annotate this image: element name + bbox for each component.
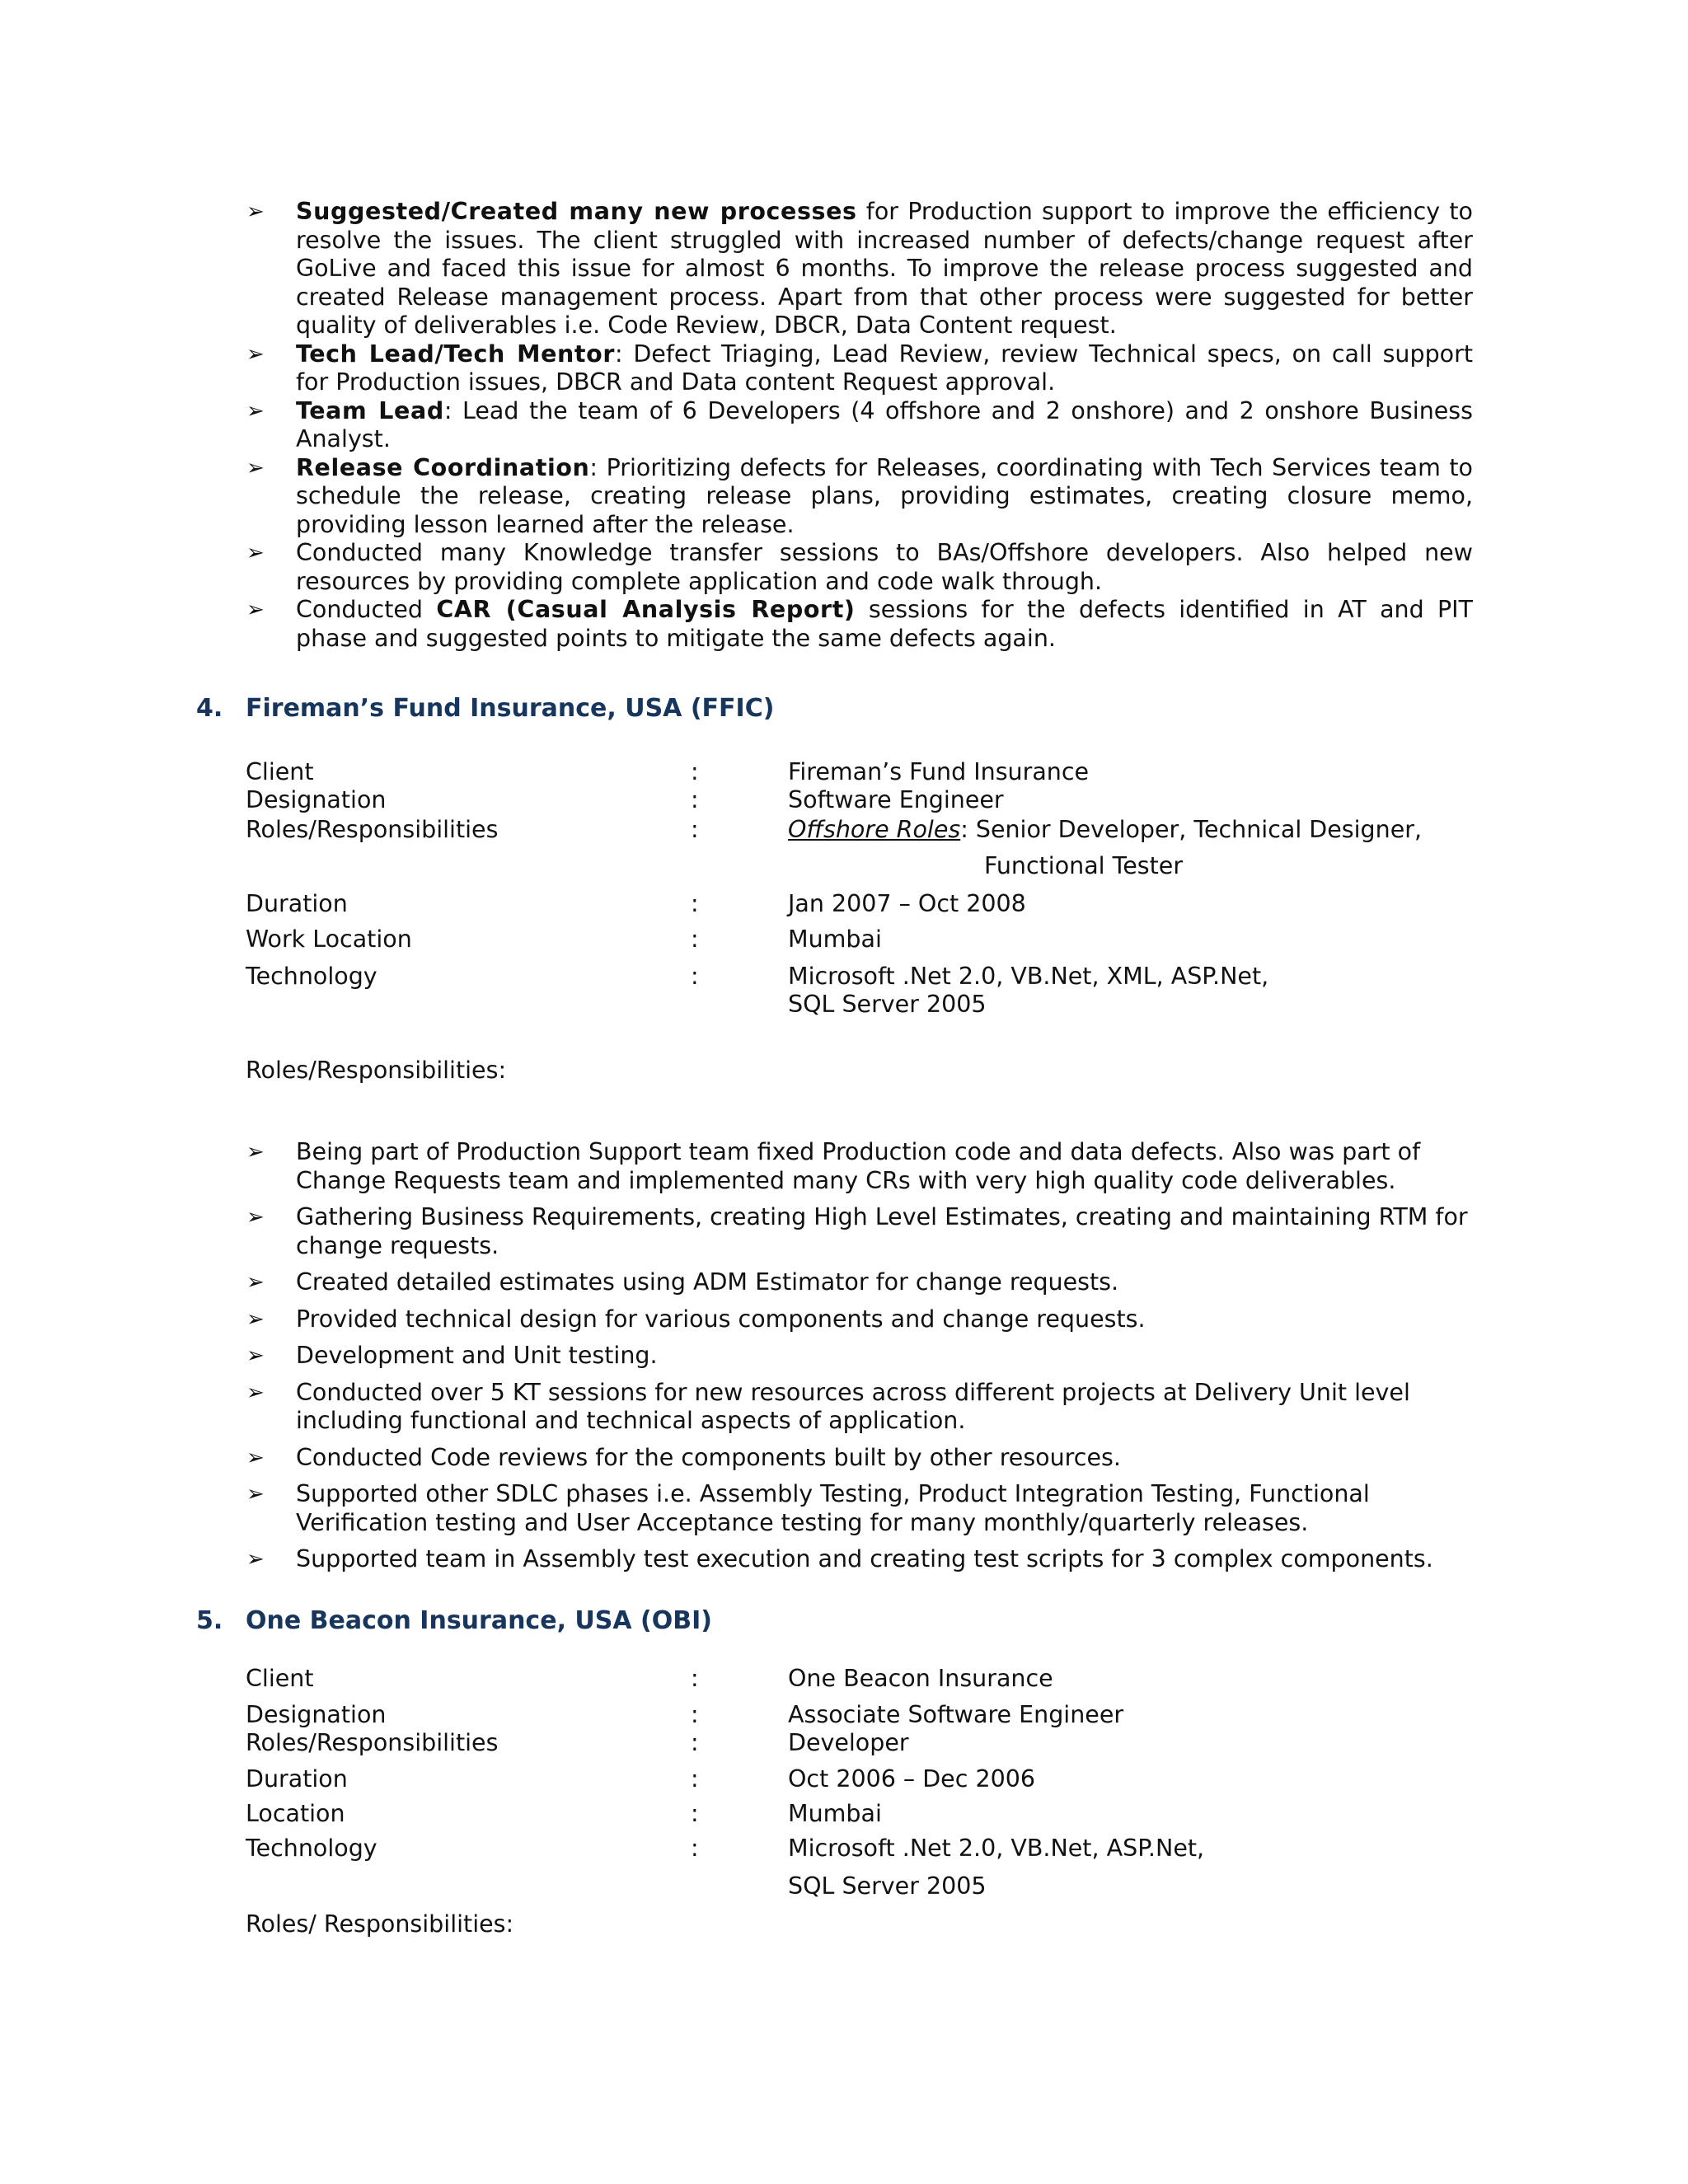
bullet-bold-text: Tech Lead/Tech Mentor bbox=[296, 340, 615, 368]
detail-value: Jan 2007 – Oct 2008 bbox=[788, 890, 1026, 917]
arrow-bullet-icon: ➢ bbox=[246, 1140, 265, 1165]
detail-colon: : bbox=[691, 1729, 699, 1756]
detail-value: Developer bbox=[788, 1729, 909, 1756]
bullet-text: Supported team in Assembly test execution and creating test scripts for 3 complex components. bbox=[296, 1545, 1433, 1572]
detail-label: Technology bbox=[246, 963, 377, 990]
bullet-text: for Production support to improve the efficiency to resolve the issues. The client struggled with increased number of defects/change request after GoLive and faced this issue for almost 6 months. To improve the release process suggested and created Release management process. Apart from that other process were suggested for better quality of deliverables i.e. Code Review, DBCR, Data Content request. bbox=[296, 198, 1473, 339]
arrow-bullet-icon: ➢ bbox=[246, 398, 265, 424]
detail-label: Duration bbox=[246, 890, 348, 917]
list-item bbox=[243, 1342, 1473, 1371]
arrow-bullet-icon: ➢ bbox=[246, 455, 265, 480]
detail-value: Microsoft .Net 2.0, VB.Net, ASP.Net, bbox=[788, 1835, 1205, 1862]
list-item bbox=[243, 340, 1473, 397]
section-number: 5. bbox=[196, 1606, 223, 1635]
section-number: 4. bbox=[196, 694, 223, 723]
arrow-bullet-icon: ➢ bbox=[246, 1270, 265, 1295]
detail-label: Designation bbox=[246, 1701, 387, 1728]
bullet-bold-text: Suggested/Created many new processes bbox=[296, 198, 857, 225]
list-item bbox=[243, 1379, 1473, 1436]
bullet-bold-text: CAR (Casual Analysis Report) bbox=[436, 596, 856, 623]
detail-value: Fireman’s Fund Insurance bbox=[788, 758, 1090, 785]
detail-colon: : bbox=[691, 758, 699, 785]
section-title: Fireman’s Fund Insurance, USA (FFIC) bbox=[246, 694, 775, 723]
detail-value-continued: SQL Server 2005 bbox=[788, 1872, 987, 1900]
detail-value-continued: Functional Tester bbox=[984, 852, 1184, 879]
detail-value: Mumbai bbox=[788, 926, 882, 953]
top-bullet-list bbox=[243, 198, 1473, 653]
roles-subheading: Roles/ Responsibilities: bbox=[246, 1910, 514, 1938]
detail-value: Oct 2006 – Dec 2006 bbox=[788, 1765, 1035, 1793]
bullet-text: Created detailed estimates using ADM Estimator for change requests. bbox=[296, 1268, 1119, 1296]
arrow-bullet-icon: ➢ bbox=[246, 541, 265, 565]
bullet-bold-text: Team Lead bbox=[296, 396, 444, 424]
detail-value: Software Engineer bbox=[788, 786, 1004, 813]
offshore-roles-text: Offshore Roles bbox=[788, 816, 961, 843]
bullet-text: Provided technical design for various components and change requests. bbox=[296, 1305, 1146, 1333]
detail-value: One Beacon Insurance bbox=[788, 1665, 1053, 1692]
detail-label: Technology bbox=[246, 1835, 377, 1862]
arrow-bullet-icon: ➢ bbox=[246, 199, 265, 224]
list-item bbox=[243, 454, 1473, 540]
arrow-bullet-icon: ➢ bbox=[246, 1482, 265, 1507]
detail-value bbox=[788, 816, 1464, 843]
bullet-text: sessions for the defects identified in AT and PIT phase and suggested points to mitigate the same defects again. bbox=[296, 596, 1473, 652]
section-title: One Beacon Insurance, USA (OBI) bbox=[246, 1606, 712, 1635]
list-item bbox=[243, 1444, 1473, 1473]
bullet-text: Supported other SDLC phases i.e. Assembly Testing, Product Integration Testing, Functional Verification testing and User Acceptance testing for many monthly/quarterly releases. bbox=[296, 1480, 1370, 1536]
bullet-text: Conducted bbox=[296, 596, 437, 623]
bullet-text: : Defect Triaging, Lead Review, review Technical specs, on call support for Production issues, DBCR and Data content Request approval. bbox=[296, 340, 1473, 396]
arrow-bullet-icon: ➢ bbox=[246, 1343, 265, 1368]
arrow-bullet-icon: ➢ bbox=[246, 1380, 265, 1405]
bullet-text: Conducted Code reviews for the components built by other resources. bbox=[296, 1443, 1121, 1471]
bullet-text: Gathering Business Requirements, creating High Level Estimates, creating and maintaining RTM for change requests. bbox=[296, 1203, 1468, 1259]
bullet-bold-text: Release Coordination bbox=[296, 453, 590, 481]
detail-colon: : bbox=[691, 926, 699, 953]
bullet-text: Conducted over 5 KT sessions for new resources across different projects at Delivery Unit level including functional and technical aspects of application. bbox=[296, 1378, 1410, 1434]
detail-label: Work Location bbox=[246, 926, 412, 953]
detail-label: Roles/Responsibilities bbox=[246, 816, 499, 843]
detail-label: Client bbox=[246, 758, 314, 785]
list-item bbox=[243, 198, 1473, 340]
detail-label: Designation bbox=[246, 786, 387, 813]
ffic-bullet-list bbox=[243, 1138, 1473, 1582]
detail-value: Mumbai bbox=[788, 1800, 882, 1827]
detail-value-continued: SQL Server 2005 bbox=[788, 991, 987, 1018]
list-item bbox=[243, 1480, 1473, 1537]
bullet-text: : Lead the team of 6 Developers (4 offshore and 2 onshore) and 2 onshore Business Analyst. bbox=[296, 396, 1473, 452]
arrow-bullet-icon: ➢ bbox=[246, 1306, 265, 1332]
list-item bbox=[243, 1545, 1473, 1574]
list-item bbox=[243, 1268, 1473, 1297]
detail-label: Roles/Responsibilities bbox=[246, 1729, 499, 1756]
arrow-bullet-icon: ➢ bbox=[246, 1205, 265, 1230]
detail-label: Location bbox=[246, 1800, 345, 1827]
detail-value: Associate Software Engineer bbox=[788, 1701, 1124, 1728]
detail-colon: : bbox=[691, 1665, 699, 1692]
list-item bbox=[243, 1203, 1473, 1260]
arrow-bullet-icon: ➢ bbox=[246, 1547, 265, 1572]
bullet-text: Conducted many Knowledge transfer sessions to BAs/Offshore developers. Also helped new resources by providing complete application and code walk through. bbox=[296, 539, 1473, 595]
detail-colon: : bbox=[691, 1835, 699, 1862]
list-item bbox=[243, 397, 1473, 454]
arrow-bullet-icon: ➢ bbox=[246, 341, 265, 367]
detail-colon: : bbox=[691, 786, 699, 813]
detail-value-text: : Senior Developer, Technical Designer, bbox=[960, 816, 1423, 843]
detail-label: Client bbox=[246, 1665, 314, 1692]
list-item bbox=[243, 1138, 1473, 1195]
detail-colon: : bbox=[691, 890, 699, 917]
roles-subheading: Roles/Responsibilities: bbox=[246, 1057, 507, 1084]
list-item bbox=[243, 539, 1473, 596]
detail-colon: : bbox=[691, 963, 699, 990]
detail-value: Microsoft .Net 2.0, VB.Net, XML, ASP.Net, bbox=[788, 963, 1269, 990]
list-item bbox=[243, 1305, 1473, 1334]
bullet-text: Development and Unit testing. bbox=[296, 1342, 658, 1369]
detail-colon: : bbox=[691, 1701, 699, 1728]
section-heading-obi bbox=[196, 1606, 712, 1635]
detail-label: Duration bbox=[246, 1765, 348, 1793]
detail-colon: : bbox=[691, 1765, 699, 1793]
arrow-bullet-icon: ➢ bbox=[246, 1445, 265, 1470]
detail-colon: : bbox=[691, 1800, 699, 1827]
list-item bbox=[243, 596, 1473, 653]
section-heading-ffic bbox=[196, 694, 774, 723]
bullet-text: : Prioritizing defects for Releases, coordinating with Tech Services team to schedule the release, creating release plans, providing estimates, creating closure memo, providing lesson learned after the release. bbox=[296, 453, 1473, 538]
detail-colon: : bbox=[691, 816, 699, 843]
bullet-text: Being part of Production Support team fixed Production code and data defects. Also was part of Change Requests team and implemented many CRs with very high quality code deliverables. bbox=[296, 1138, 1421, 1194]
arrow-bullet-icon: ➢ bbox=[246, 598, 265, 622]
